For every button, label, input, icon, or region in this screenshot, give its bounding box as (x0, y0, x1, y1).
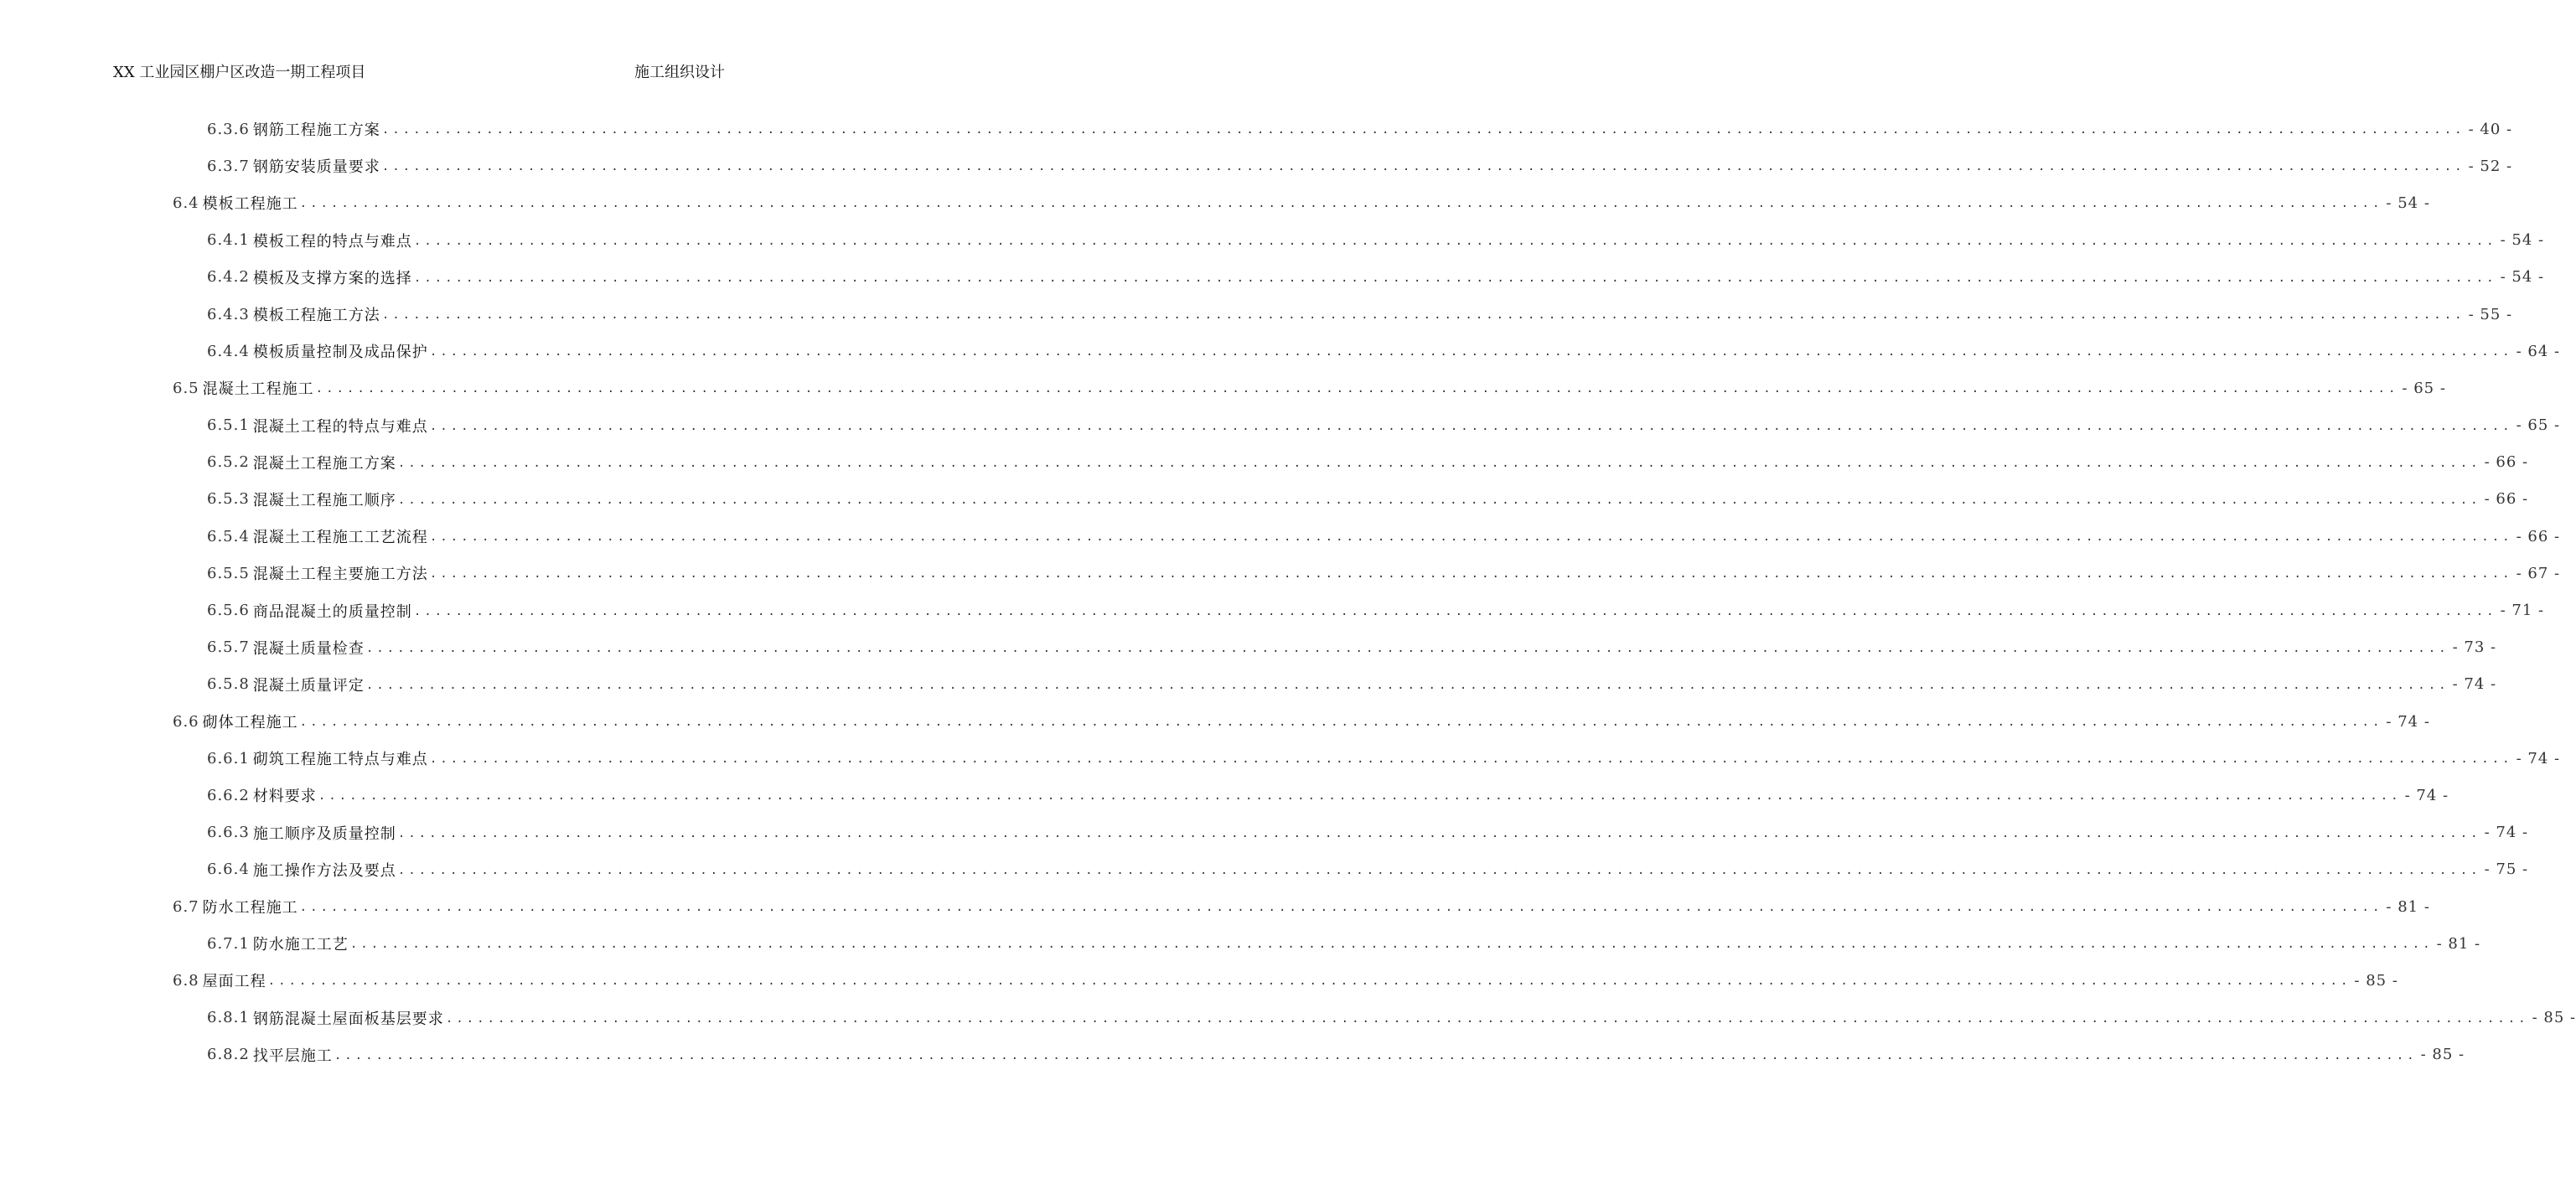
toc-entry-number: 6.5.3 (207, 490, 250, 509)
toc-dot-leader: ........................................................................................................................................................................................................ (413, 234, 2497, 248)
toc-entry-title: 混凝土工程主要施工方法 (252, 566, 428, 584)
toc-entry[interactable] (0, 370, 2446, 406)
toc-dot-leader: ........................................................................................................................................................................................................ (413, 604, 2497, 618)
toc-entry-number: 6.5.7 (207, 638, 250, 657)
toc-entry-page-number: - 66 - (2484, 453, 2529, 472)
toc-entry-number: 6.5.1 (207, 416, 250, 435)
toc-entry-title: 材料要求 (252, 788, 317, 806)
toc-dot-leader: ........................................................................................................................................................................................................ (299, 197, 2383, 211)
toc-entry-title: 商品混凝土的质量控制 (252, 602, 412, 621)
toc-entry-page-number: - 55 - (2468, 305, 2513, 323)
toc-entry[interactable] (0, 814, 2529, 851)
toc-entry-page-number: - 75 - (2484, 860, 2529, 879)
toc-dot-leader: ........................................................................................................................................................................................................ (397, 493, 2481, 507)
toc-entry[interactable] (0, 1036, 2465, 1073)
toc-dot-leader: ........................................................................................................................................................................................................ (429, 419, 2513, 433)
toc-entry-page-number: - 74 - (2484, 824, 2529, 842)
toc-entry[interactable] (0, 296, 2513, 333)
toc-dot-leader: ........................................................................................................................................................................................................ (334, 1048, 2418, 1062)
toc-entry-title: 混凝土工程施工工艺流程 (252, 529, 428, 547)
toc-dot-leader: ........................................................................................................................................................................................................ (429, 752, 2513, 767)
toc-entry[interactable] (0, 629, 2497, 666)
toc-entry-number: 6.8.1 (207, 1009, 250, 1027)
toc-dot-leader: ........................................................................................................................................................................................................ (365, 678, 2449, 692)
toc-entry-number: 6.4.1 (207, 231, 250, 250)
toc-entry-page-number: - 52 - (2468, 157, 2513, 175)
toc-dot-leader: ........................................................................................................................................................................................................ (445, 1011, 2529, 1026)
toc-dot-leader: ........................................................................................................................................................................................................ (381, 123, 2465, 137)
toc-entry[interactable] (0, 259, 2545, 296)
toc-entry-page-number: - 54 - (2500, 231, 2545, 250)
toc-entry-page-number: - 81 - (2386, 897, 2430, 916)
toc-entry[interactable] (0, 703, 2430, 740)
toc-entry-title: 模板质量控制及成品保护 (252, 344, 428, 362)
toc-entry[interactable] (0, 851, 2529, 888)
toc-entry-title: 防水工程施工 (202, 899, 298, 917)
toc-dot-leader: ........................................................................................................................................................................................................ (429, 567, 2513, 581)
toc-entry[interactable] (0, 962, 2398, 999)
toc-entry-number: 6.6.4 (207, 860, 250, 879)
toc-entry-title: 混凝土质量检查 (252, 639, 365, 658)
toc-dot-leader: ........................................................................................................................................................................................................ (299, 716, 2383, 730)
toc-entry-number: 6.5.6 (207, 602, 250, 620)
toc-entry-title: 混凝土工程施工顺序 (252, 491, 396, 509)
toc-entry[interactable] (0, 518, 2561, 555)
toc-entry-title: 钢筋混凝土屋面板基层要求 (252, 1010, 444, 1028)
toc-entry-page-number: - 74 - (2404, 786, 2449, 804)
toc-entry-title: 模板工程施工 (202, 195, 298, 214)
toc-entry-number: 6.5.4 (207, 527, 250, 545)
toc-entry-page-number: - 40 - (2468, 120, 2513, 138)
toc-entry-page-number: - 66 - (2516, 527, 2561, 545)
toc-entry[interactable] (0, 555, 2561, 592)
toc-entry-title: 模板工程的特点与难点 (252, 232, 412, 251)
toc-dot-leader: ........................................................................................................................................................................................................ (318, 789, 2402, 804)
toc-entry-number: 6.4.3 (207, 305, 250, 323)
toc-entry-page-number: - 54 - (2500, 268, 2545, 287)
toc-entry-page-number: - 85 - (2420, 1046, 2465, 1064)
toc-entry-number: 6.7 (173, 897, 199, 916)
toc-entry-title: 防水施工工艺 (252, 936, 349, 954)
toc-entry[interactable] (0, 111, 2513, 147)
toc-entry-page-number: - 85 - (2354, 971, 2398, 990)
toc-entry-number: 6.5.8 (207, 675, 250, 694)
toc-dot-leader: ........................................................................................................................................................................................................ (381, 308, 2465, 323)
toc-entry-page-number: - 67 - (2516, 564, 2561, 582)
toc-entry-title: 施工操作方法及要点 (252, 861, 396, 880)
toc-entry-page-number: - 74 - (2452, 675, 2497, 694)
toc-dot-leader: ........................................................................................................................................................................................................ (299, 901, 2383, 915)
toc-entry-title: 混凝土质量评定 (252, 676, 365, 695)
toc-dot-leader: ........................................................................................................................................................................................................ (349, 938, 2434, 952)
toc-entry-page-number: - 71 - (2500, 602, 2545, 620)
toc-entry[interactable] (0, 407, 2561, 444)
toc-dot-leader: ........................................................................................................................................................................................................ (429, 530, 2513, 545)
toc-entry-number: 6.6 (173, 712, 199, 731)
toc-entry-number: 6.7.1 (207, 934, 250, 953)
toc-entry-number: 6.6.2 (207, 786, 250, 804)
toc-entry-title: 混凝土工程施工 (202, 380, 314, 399)
toc-entry-title: 施工顺序及质量控制 (252, 824, 396, 843)
toc-entry-page-number: - 73 - (2452, 638, 2497, 657)
toc-entry-title: 找平层施工 (252, 1047, 333, 1065)
toc-entry-title: 钢筋安装质量要求 (252, 158, 380, 177)
toc-entry-number: 6.8.2 (207, 1046, 250, 1064)
toc-dot-leader: ........................................................................................................................................................................................................ (397, 863, 2481, 877)
toc-entry-title: 模板及支撑方案的选择 (252, 269, 412, 287)
toc-entry-number: 6.5 (173, 379, 199, 397)
toc-entry-title: 钢筋工程施工方案 (252, 121, 380, 140)
toc-entry-page-number: - 74 - (2386, 712, 2430, 731)
toc-entry-title: 混凝土工程施工方案 (252, 454, 396, 473)
toc-entry-page-number: - 65 - (2402, 379, 2446, 397)
table-of-contents (0, 111, 2576, 1073)
toc-entry-number: 6.8 (173, 971, 199, 990)
toc-entry-number: 6.5.2 (207, 453, 250, 472)
toc-entry[interactable] (0, 777, 2449, 814)
toc-entry[interactable] (0, 666, 2497, 703)
toc-entry[interactable] (0, 1000, 2576, 1036)
toc-entry[interactable] (0, 222, 2545, 259)
toc-entry[interactable] (0, 147, 2513, 184)
toc-entry-page-number: - 66 - (2484, 490, 2529, 509)
toc-entry[interactable] (0, 481, 2529, 518)
toc-entry-page-number: - 74 - (2516, 749, 2561, 767)
toc-entry[interactable] (0, 888, 2430, 925)
toc-entry-number: 6.4.2 (207, 268, 250, 287)
toc-entry-title: 混凝土工程的特点与难点 (252, 417, 428, 436)
toc-dot-leader: ........................................................................................................................................................................................................ (381, 160, 2465, 174)
toc-entry-number: 6.3.6 (207, 120, 250, 138)
toc-dot-leader: ........................................................................................................................................................................................................ (315, 382, 2399, 396)
toc-entry-page-number: - 54 - (2386, 194, 2430, 212)
toc-entry[interactable] (0, 444, 2529, 481)
toc-dot-leader: ........................................................................................................................................................................................................ (397, 456, 2481, 470)
toc-entry[interactable] (0, 740, 2561, 777)
page-header (113, 60, 725, 85)
toc-entry[interactable] (0, 333, 2561, 370)
toc-dot-leader: ........................................................................................................................................................................................................ (413, 271, 2497, 285)
toc-entry-number: 6.3.7 (207, 157, 250, 175)
toc-entry-title: 砌体工程施工 (202, 714, 298, 732)
toc-entry-page-number: - 81 - (2436, 934, 2481, 953)
header-project-title: XX 工业园区棚户区改造一期工程项目 (113, 64, 366, 81)
toc-entry-page-number: - 65 - (2516, 416, 2561, 435)
toc-entry-page-number: - 85 - (2532, 1009, 2576, 1027)
toc-entry-number: 6.4.4 (207, 342, 250, 360)
toc-entry-title: 砌筑工程施工特点与难点 (252, 751, 428, 769)
toc-dot-leader: ........................................................................................................................................................................................................ (365, 641, 2449, 655)
toc-dot-leader: ........................................................................................................................................................................................................ (429, 345, 2513, 359)
toc-entry-number: 6.6.1 (207, 749, 250, 767)
toc-entry-title: 屋面工程 (202, 973, 266, 991)
toc-dot-leader: ........................................................................................................................................................................................................ (267, 974, 2351, 989)
toc-entry[interactable] (0, 925, 2481, 962)
toc-entry[interactable] (0, 184, 2430, 221)
toc-entry-title: 模板工程施工方法 (252, 307, 380, 325)
toc-entry-number: 6.6.3 (207, 824, 250, 842)
toc-entry-page-number: - 64 - (2516, 342, 2561, 360)
header-document-type: 施工组织设计 (634, 64, 725, 81)
toc-entry-number: 6.4 (173, 194, 199, 212)
toc-entry-number: 6.5.5 (207, 564, 250, 582)
toc-dot-leader: ........................................................................................................................................................................................................ (397, 826, 2481, 840)
toc-entry[interactable] (0, 592, 2545, 628)
